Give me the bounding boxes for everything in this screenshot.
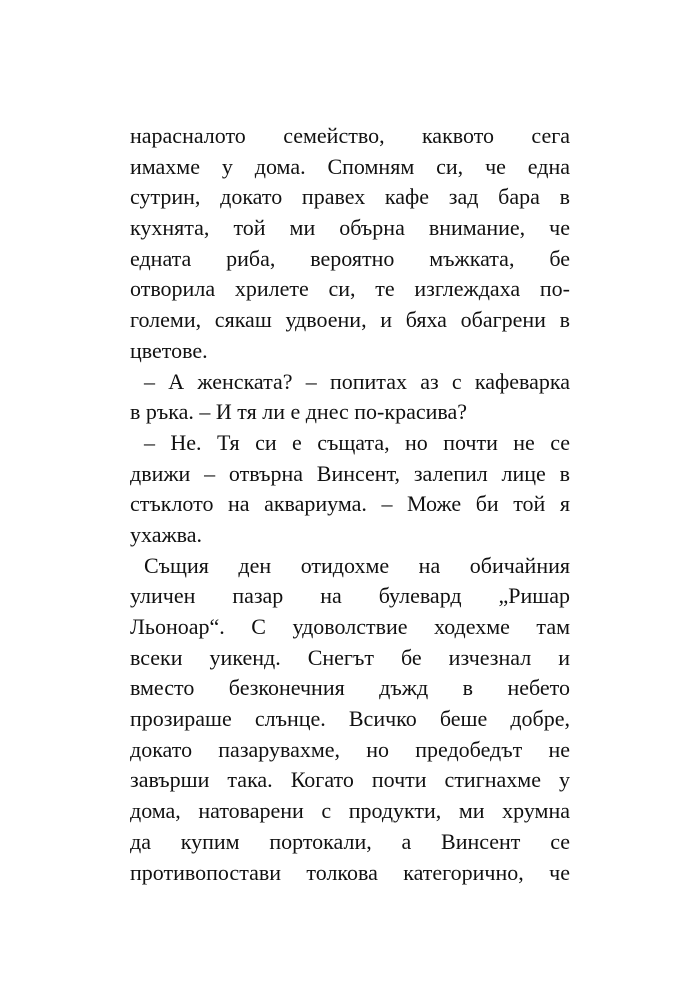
- text-line: движи – отвърна Винсент, залепил лице в: [130, 460, 570, 486]
- text-line: да купим портокали, а Винсент се: [130, 828, 570, 854]
- text-line: отворила хрилете си, те изглеждаха по-: [130, 276, 570, 302]
- text-line: имахме у дома. Спомням си, че една: [130, 153, 570, 179]
- text-line: в ръка. – И тя ли е днес по-красива?: [130, 399, 467, 425]
- text-line: Същия ден отидохме на обичайния: [144, 552, 570, 578]
- text-line: нарасналото семейство, каквото сега: [130, 123, 570, 148]
- text-line: ухажва.: [130, 521, 203, 547]
- text-line: едната риба, вероятно мъжката, бе: [130, 245, 570, 271]
- text-line: уличен пазар на булевард „Ришар: [130, 583, 570, 609]
- text-line: всеки уикенд. Снегът бе изчезнал и: [130, 644, 570, 670]
- text-line: прозираше слънце. Всичко беше добре,: [130, 706, 570, 732]
- text-line: стъклото на аквариума. – Може би той я: [130, 491, 570, 517]
- text-line: докато пазарувахме, но предобедът не: [130, 736, 570, 762]
- text-line: Льоноар“. С удоволствие ходехме там: [130, 614, 570, 639]
- text-line: – А женската? – попитах аз с кафеварка: [144, 368, 570, 394]
- text-line: цветове.: [130, 337, 208, 363]
- body-text: [130, 121, 570, 888]
- text-line: големи, сякаш удвоени, и бяха обагрени в: [130, 307, 570, 333]
- text-line: противопостави толкова категорично, че: [130, 859, 570, 885]
- text-line: кухнята, той ми обърна внимание, че: [130, 215, 570, 241]
- text-line: дома, натоварени с продукти, ми хрумна: [130, 798, 570, 824]
- text-line: завърши така. Когато почти стигнахме у: [130, 767, 570, 793]
- text-line: вместо безконечния дъжд в небето: [130, 675, 570, 701]
- text-line: – Не. Тя си е същата, но почти не се: [144, 429, 570, 455]
- text-line: сутрин, докато правех кафе зад бара в: [130, 184, 570, 210]
